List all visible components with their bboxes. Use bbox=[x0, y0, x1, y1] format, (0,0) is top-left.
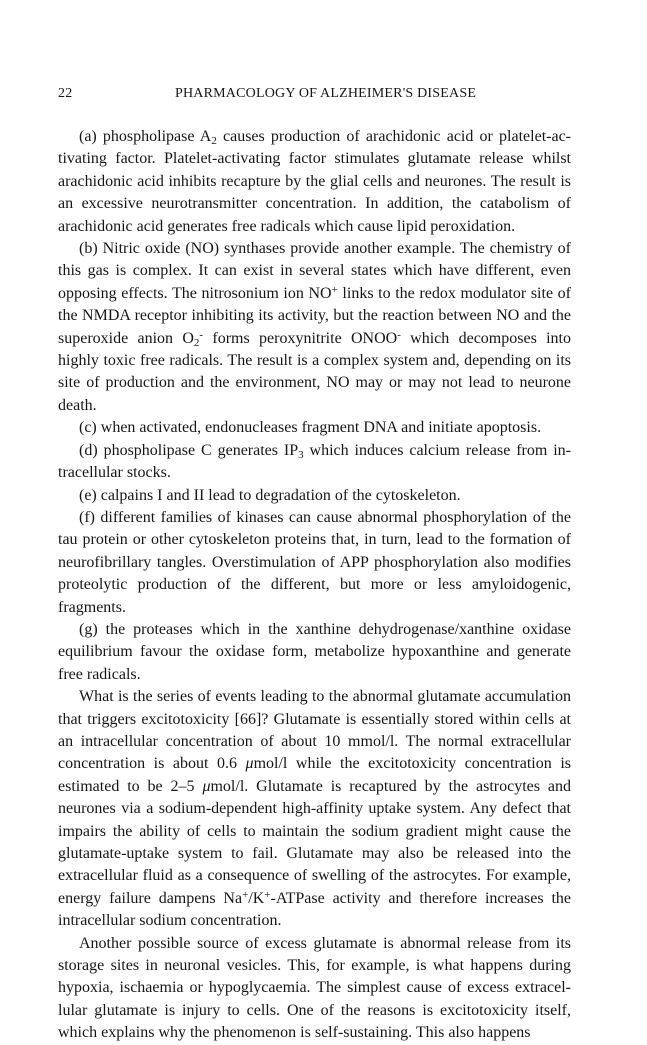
paragraph-excess-glutamate: Another possible source of excess glutamate is abnormal release from its storage sites in neuronal vesicles. This, for example, is what happens during hypoxia, ischaemia or hypoglycaemia. The simplest cause of excess extracellular glutamate is injury to cells. One of the reasons is excitotoxicity itself, which explains why the phenomenon is self-sustaining. This also happens bbox=[58, 934, 571, 1042]
paragraph-f: (f) different families of kinases can cause abnormal phosphorylation of the tau protein or other cytoskeleton proteins that, in turn, lead to the formation of neurofibrillary tangles. Overstimulation of APP phosphorylation also modifies proteolytic production of the different, but more or less amyloidogenic, fragments. bbox=[58, 508, 571, 616]
paragraph-d: (d) phospholipase C generates $IP_3$ which induces calcium release from intracellular stocks. bbox=[58, 441, 571, 482]
running-header bbox=[58, 86, 571, 106]
page-number: 22 bbox=[58, 86, 73, 101]
body-text bbox=[58, 126, 571, 1045]
paragraph-b: (b) Nitric oxide (NO) synthases provide another example. The chemistry of this gas is complex. It can exist in several states which have different, even opposing effects. The nitrosonium ion NO+ links to the redox modulator site of the NMDA receptor inhibiting its activity, but the reaction between NO and the superoxide anion $O_2^-$ forms peroxynitrite ONOO- which decomposes into highly toxic free radicals. The result is a complex system and, depending on its site of production and the environment, NO may or may not lead to neurone death. bbox=[58, 240, 571, 414]
paragraph-a: (a) phospholipase $A_2$ causes production of arachidonic acid or platelet-activating factor. Platelet-activating factor stimulates glutamate release whilst arachidonic acid inhibits recapture by the glial cells and neurones. The result is an excessive neurotransmitter concentration. In addition, the catabolism of arachidonic acid generates free radicals which cause lipid peroxidation. bbox=[58, 128, 571, 235]
paragraph-g: (g) the proteases which in the xanthine dehydrogenase/xanthine oxidase equilibrium favour the oxidase form, metabolize hypoxanthine and generate free radicals. bbox=[58, 620, 571, 683]
paragraph-glutamate-accumulation: What is the series of events leading to the abnormal glutamate accumulation that triggers excitotoxicity [66]? Glutamate is essentially stored within cells at an intracellular concentration of about 10 mmol/l. The normal extracellular concentration is about 0.6 μmol/l while the excitotoxicity concentration is estimated to be 2–5 μmol/l. Glutamate is recaptured by the astrocytes and neurones via a sodium-dependent high-affinity uptake system. Any defect that impairs the ability of cells to maintain the sodium gradient might cause the glutamate-uptake system to fail. Glutamate may also be released into the extracellular fluid as a consequence of swelling of the astrocytes. For example, energy failure dampens Na+/K+-ATPase activity and therefore increases the intracellular sodium concentration. bbox=[58, 688, 571, 930]
paragraph-c: (c) when activated, endonucleases fragment DNA and initiate apoptosis. bbox=[79, 419, 542, 437]
paragraph-e: (e) calpains I and II lead to degradation of the cytoskeleton. bbox=[79, 486, 461, 504]
running-title: PHARMACOLOGY OF ALZHEIMER'S DISEASE bbox=[175, 86, 477, 101]
